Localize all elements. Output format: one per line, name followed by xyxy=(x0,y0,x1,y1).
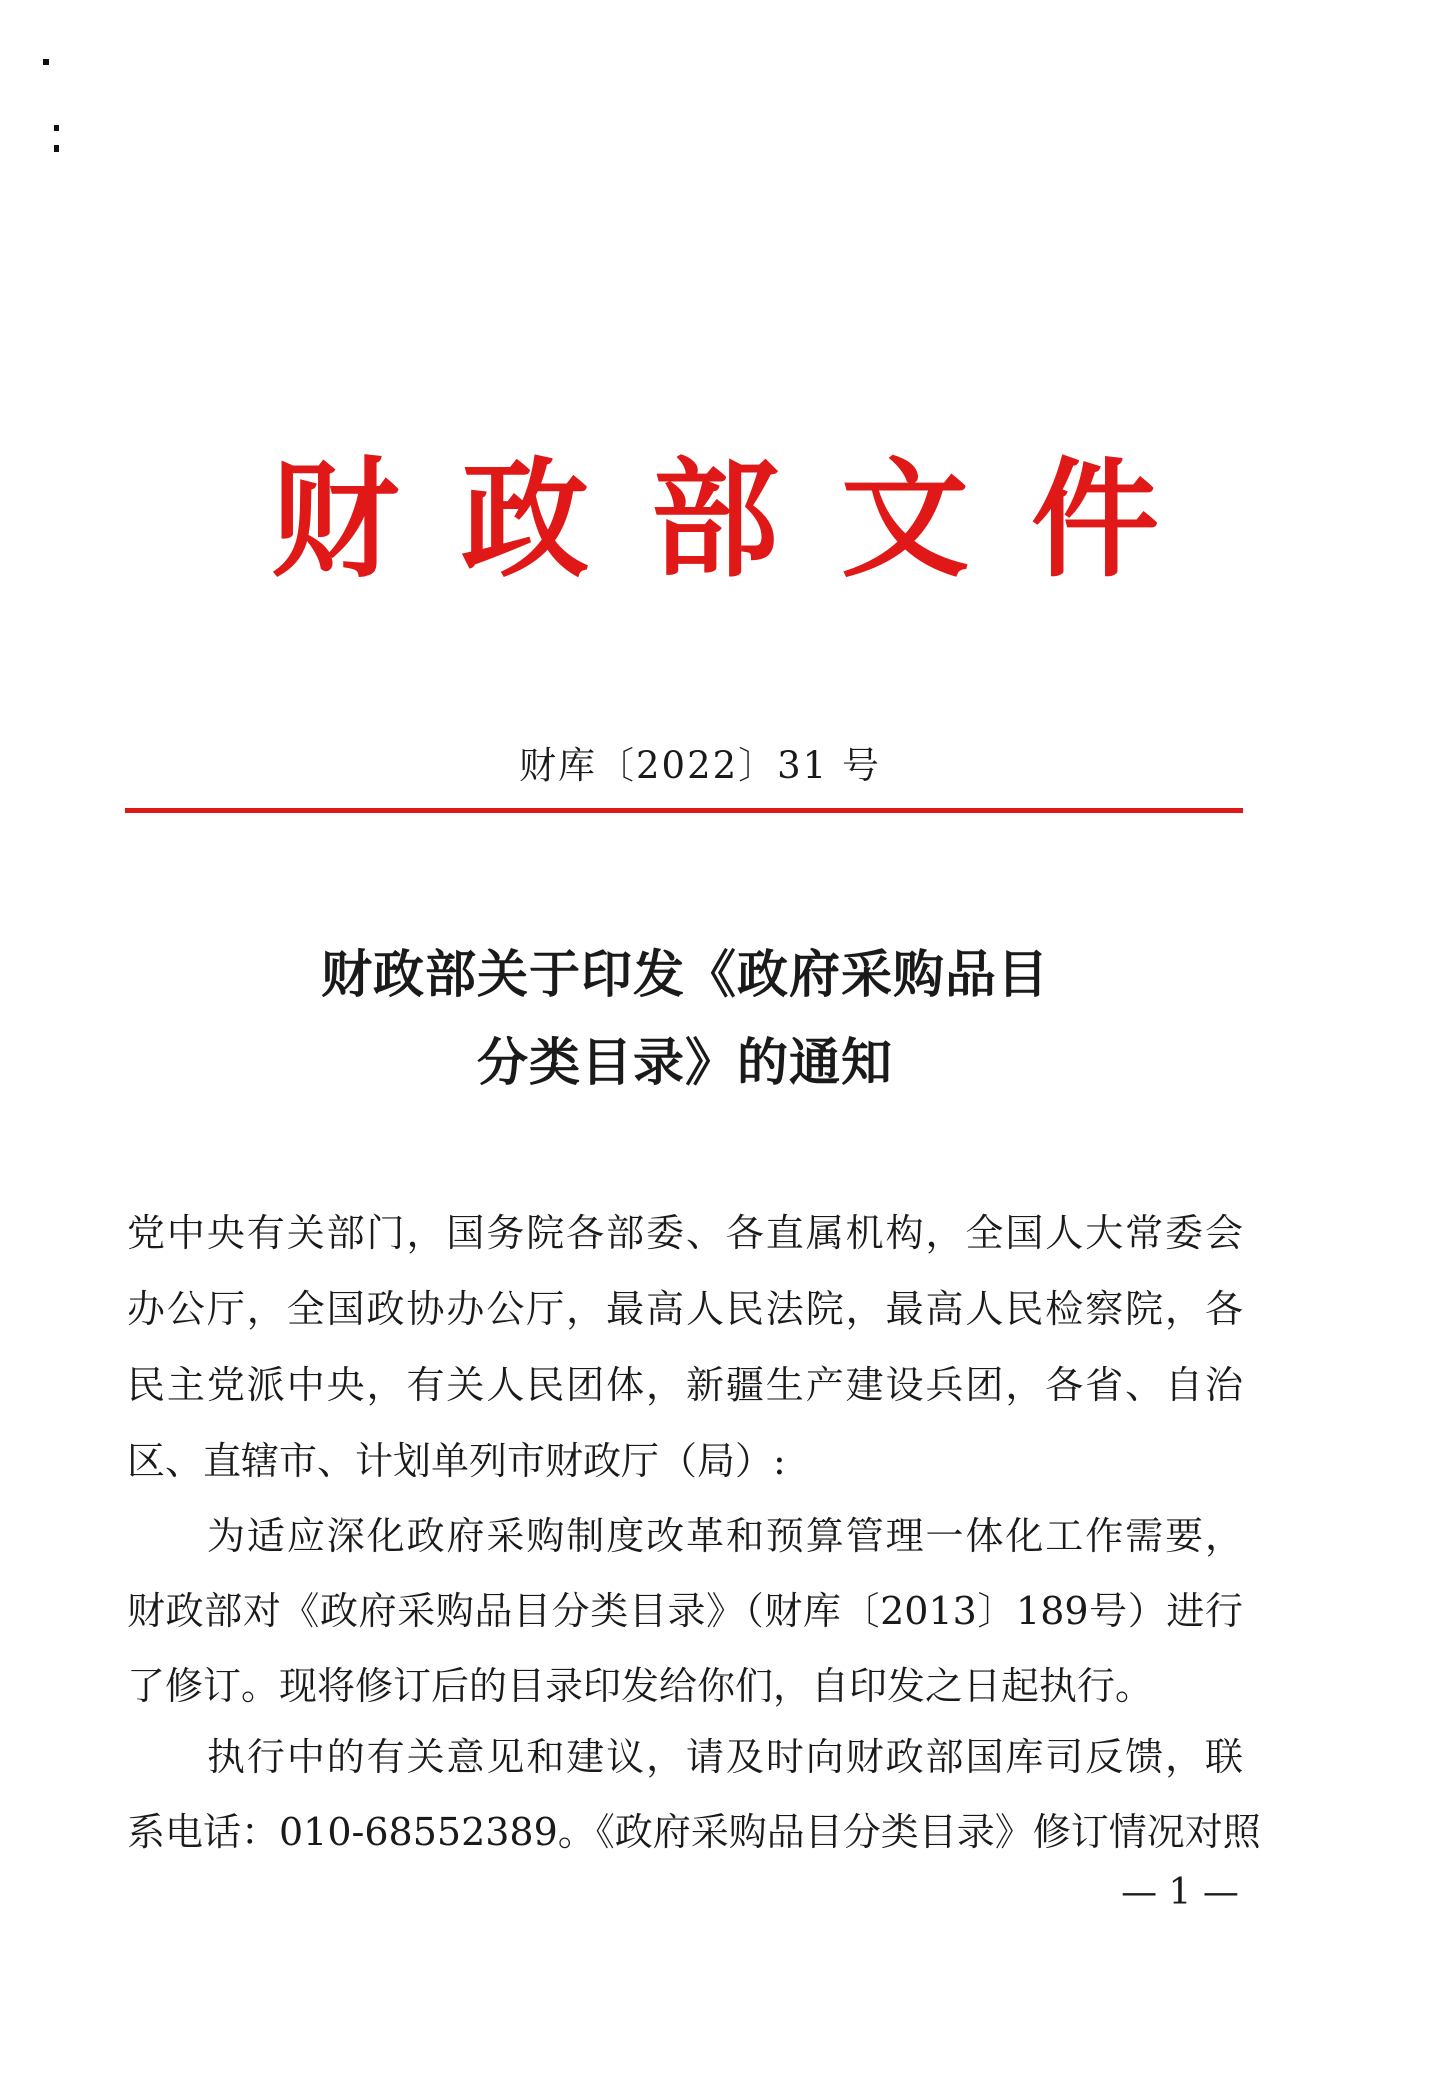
body-line: 办公厅，全国政协办公厅，最高人民法院，最高人民检察院，各 xyxy=(127,1287,1243,1331)
body-line: 执行中的有关意见和建议，请及时向财政部国库司反馈，联 xyxy=(207,1735,1243,1779)
document-header: 财政部文件 xyxy=(270,445,1221,595)
body-line: 民主党派中央，有关人民团体，新疆生产建设兵团，各省、自治 xyxy=(127,1363,1243,1407)
body-line: 了修订。现将修订后的目录印发给你们，自印发之日起执行。 xyxy=(127,1664,1154,1708)
body-line: 区、直辖市、计划单列市财政厅（局）: xyxy=(127,1439,786,1483)
scan-speck xyxy=(43,59,49,65)
page-number: — 1 — xyxy=(1121,1872,1239,1913)
body-line: 为适应深化政府采购制度改革和预算管理一体化工作需要， xyxy=(207,1514,1243,1558)
scan-speck xyxy=(54,145,59,152)
document-number: 财库〔2022〕31 号 xyxy=(518,744,881,787)
body-line: 党中央有关部门，国务院各部委、各直属机构，全国人大常委会 xyxy=(127,1211,1243,1255)
notice-title-line-2: 分类目录》的通知 xyxy=(476,1034,893,1093)
notice-title-line-1: 财政部关于印发《政府采购品目 xyxy=(320,946,1049,1005)
body-line: 财政部对《政府采购品目分类目录》（财库〔2013〕189号）进行 xyxy=(127,1589,1243,1633)
body-line: 系电话：010-68552389。《政府采购品目分类目录》修订情况对照 xyxy=(127,1810,1261,1854)
red-divider xyxy=(125,808,1243,813)
scan-speck xyxy=(54,125,59,131)
